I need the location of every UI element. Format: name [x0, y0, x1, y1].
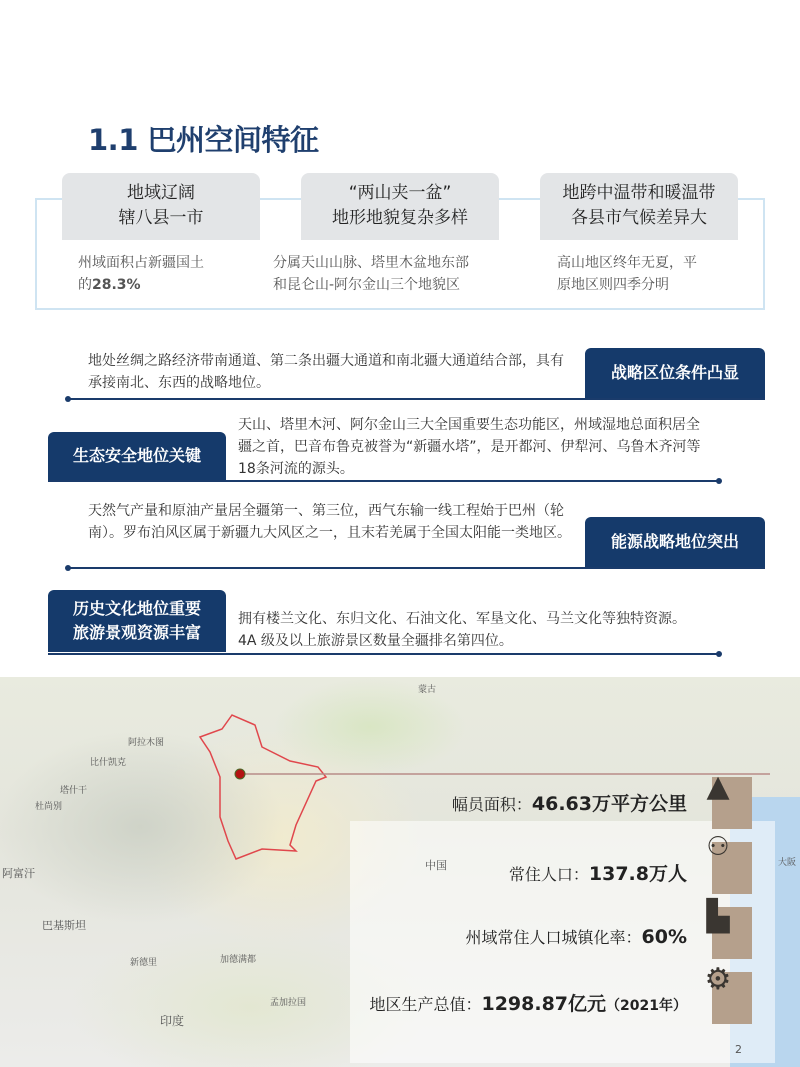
people-icon: ⚇ — [706, 832, 730, 862]
card-header-climate — [540, 173, 738, 240]
stat-area — [452, 789, 687, 816]
map-label: 孟加拉国 — [270, 998, 307, 1008]
divider — [48, 653, 720, 655]
tag-ecology: 生态安全地位关键 — [48, 432, 226, 480]
map-label: 比什凯克 — [90, 758, 127, 768]
stat-label: 常住人口： — [508, 865, 589, 884]
stat-label: 地区生产总值： — [369, 995, 482, 1014]
map-label: 印度 — [160, 1014, 185, 1028]
tag-energy: 能源战略地位突出 — [585, 517, 765, 567]
tag-line: 历史文化地位重要 — [72, 599, 201, 618]
stat-urbanization — [466, 925, 688, 948]
stat-label: 幅员面积： — [451, 795, 532, 814]
card-body-terrain — [273, 252, 469, 296]
map-label: 加德满都 — [220, 955, 257, 965]
row-text-strategy: 地处丝绸之路经济带南通道、第二条出疆大通道和南北疆大通道结合部，具有承接南北、东西的战略地位。 — [88, 353, 564, 391]
card-text: 高山地区终年无夏，平 — [557, 255, 697, 271]
stat-value: 60% — [641, 926, 687, 948]
tag-strategy: 战略区位条件凸显 — [585, 348, 765, 398]
map-label: 中国 — [425, 859, 447, 872]
location-map — [0, 677, 800, 1067]
tag-line: 旅游景观资源丰富 — [72, 623, 201, 642]
stat-value: 46.63万平方公里 — [531, 793, 687, 815]
map-label: 蒙古 — [418, 685, 437, 695]
divider — [68, 567, 765, 569]
card-heading: 各县市气候差异大 — [571, 208, 707, 228]
divider-dot — [65, 565, 71, 571]
card-heading: “两山夹一盆” — [348, 183, 452, 203]
card-header-area — [62, 173, 260, 240]
divider-dot — [65, 396, 71, 402]
divider-dot — [716, 651, 722, 657]
stat-population — [509, 859, 687, 886]
row-text-culture: 拥有楼兰文化、东归文化、石油文化、军垦文化、马兰文化等独特资源。 4A 级及以上旅游景区数量全疆排名第四位。 — [238, 611, 686, 649]
map-label: 塔什干 — [60, 786, 88, 796]
stat-year: （2021年） — [606, 998, 687, 1014]
buildings-icon: ▙ — [706, 899, 730, 934]
card-body-area — [78, 252, 204, 296]
stat-gdp — [369, 989, 687, 1016]
card-text: 州域面积占新疆国土 — [78, 255, 204, 271]
card-body-climate — [557, 252, 697, 296]
tag-culture — [48, 590, 226, 652]
card-value: 28.3% — [92, 277, 141, 293]
map-label: 巴基斯坦 — [42, 919, 86, 932]
card-heading: 地形地貌复杂多样 — [332, 208, 468, 228]
card-heading: 地域辽阔 — [127, 183, 195, 203]
location-marker — [235, 769, 245, 779]
stat-value: 1298.87亿元 — [481, 993, 607, 1015]
card-text: 分属天山山脉、塔里木盆地东部 — [273, 255, 469, 271]
stat-label: 州域常住人口城镇化率： — [465, 928, 642, 947]
map-label: 阿拉木图 — [128, 738, 165, 748]
card-text: 的 — [78, 277, 92, 293]
mountain-icon: ▲ — [706, 769, 730, 804]
card-header-terrain — [301, 173, 499, 240]
bayingolin-boundary — [200, 715, 326, 859]
card-text: 和昆仑山-阿尔金山三个地貌区 — [273, 277, 461, 293]
page-number: 2 — [735, 1043, 742, 1056]
map-label: 大阪 — [778, 858, 797, 868]
gears-icon: ⚙ — [704, 962, 732, 997]
divider — [68, 398, 765, 400]
stat-value: 137.8万人 — [588, 863, 687, 885]
card-heading: 辖八县一市 — [118, 208, 204, 228]
divider — [48, 480, 720, 482]
map-label: 杜尚别 — [35, 802, 63, 812]
row-text-ecology: 天山、塔里木河、阿尔金山三大全国重要生态功能区，州域湿地总面积居全疆之首，巴音布鲁克被誉为“新疆水塔”，是开都河、伊犁河、乌鲁木齐河等18条河流的源头。 — [238, 417, 701, 477]
map-label: 阿富汗 — [2, 867, 35, 880]
map-label: 新德里 — [130, 958, 158, 968]
divider-dot — [716, 478, 722, 484]
card-heading: 地跨中温带和暖温带 — [562, 183, 716, 203]
page-title: 1.1 巴州空间特征 — [88, 123, 319, 157]
row-text-energy: 天然气产量和原油产量居全疆第一、第三位，西气东输一线工程始于巴州（轮南）。罗布泊风区属于新疆九大风区之一，且末若羌属于全国太阳能一类地区。 — [88, 503, 571, 541]
card-text: 原地区则四季分明 — [557, 277, 669, 293]
